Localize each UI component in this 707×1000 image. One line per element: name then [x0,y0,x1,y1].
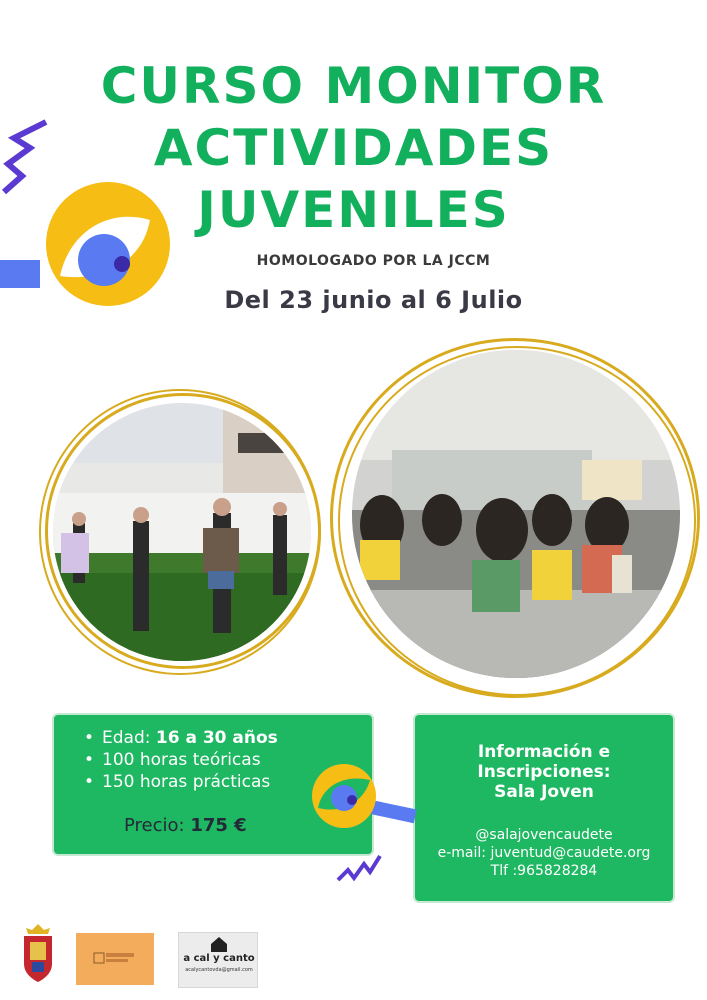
age-item [80,727,278,749]
course-details-list [80,727,278,793]
house-icon [209,935,229,953]
info-title [413,742,675,802]
price-value: 175 € [190,815,247,836]
age-value: 16 a 30 años [155,728,278,748]
info-title-line-2: Inscripciones: [477,762,611,782]
classroom-photo [352,350,680,678]
small-zigzag-icon [334,850,384,886]
title-line-3: JUVENILES [197,181,510,239]
theory-hours-item: • 100 horas teóricas [80,749,278,771]
a-cal-y-canto-logo [178,932,258,988]
price-label: Precio: [124,815,191,836]
title-line-2: ACTIVIDADES [153,119,554,177]
small-eye-decoration-icon [300,760,420,830]
phone-contact: Tlf :965828284 [490,863,598,879]
course-dates: Del 23 junio al 6 Julio [224,286,523,314]
practice-hours-item: • 150 horas prácticas [80,771,278,793]
third-logo-text-line-1: a cal y canto [183,953,255,964]
coat-of-arms-icon [20,924,56,984]
subtitle: HOMOLOGADO POR LA JCCM [256,253,491,269]
contact-info [413,826,675,880]
instagram-handle: @salajovencaudete [475,827,613,843]
orange-sala-joven-logo [76,933,154,985]
email-contact: e-mail: juventud@caudete.org [437,845,651,861]
age-label: Edad: [102,728,156,748]
info-title-line-3: Sala Joven [494,782,594,802]
title-line-1: CURSO MONITOR [100,57,607,115]
info-title-line-1: Información e [477,742,611,762]
third-logo-text-line-2: acalycantovda@gmail.com [185,967,253,973]
price [124,815,247,836]
outdoor-activity-photo [53,403,311,661]
